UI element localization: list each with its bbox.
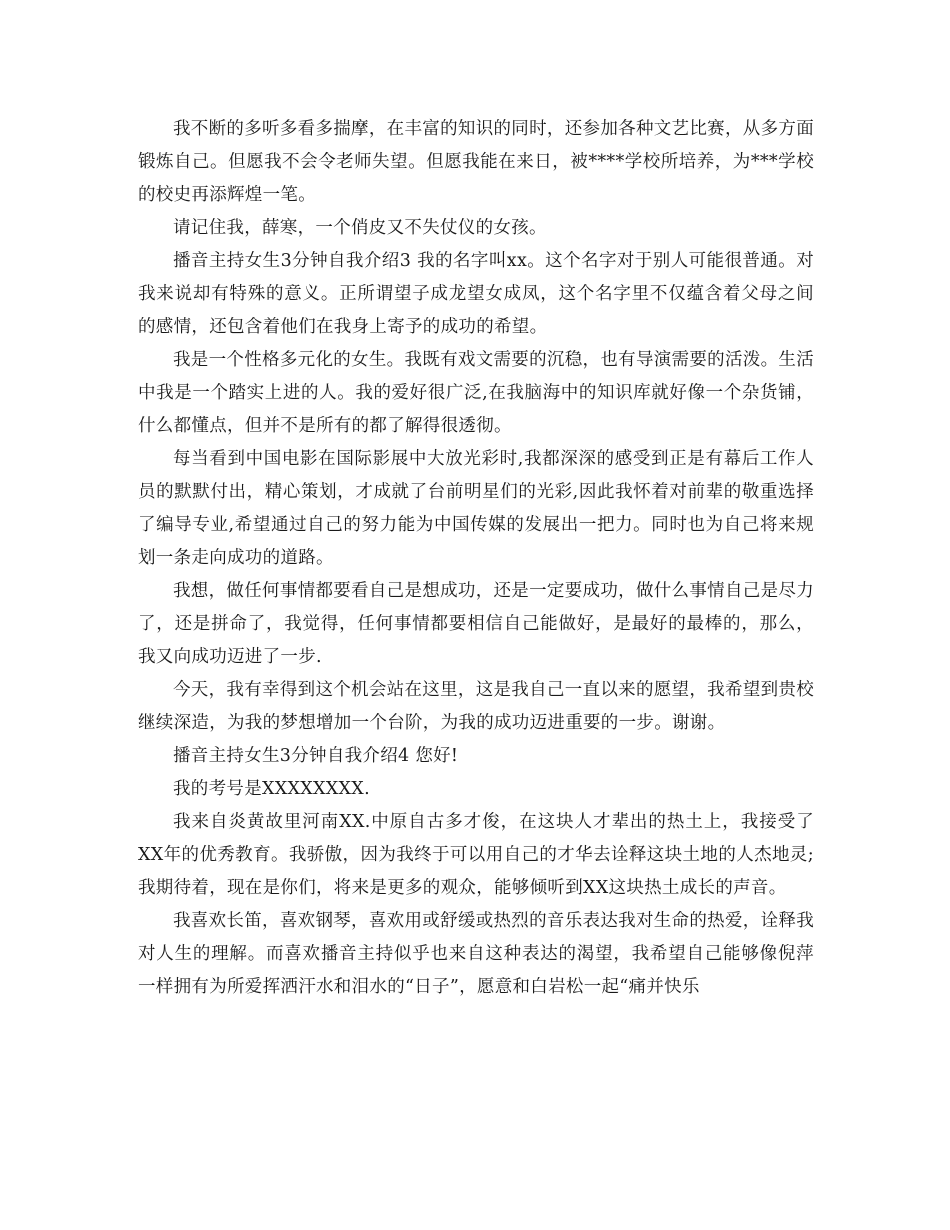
paragraph: 我来自炎黄故里河南XX.中原自古多才俊，在这块人才辈出的热土上，我接受了XX年的优秀教育。我骄傲，因为我终于可以用自己的才华去诠释这块土地的人杰地灵;我期待着，现在是你们，将来是更多的观众，能够倾听到XX这块热土成长的声音。 <box>138 812 814 898</box>
paragraph: 播音主持女生3分钟自我介绍3 我的名字叫xx。这个名字对于别人可能很普通。对我来说却有特殊的意义。正所谓望子成龙望女成凤，这个名字里不仅蕴含着父母之间的感情，还包含着他们在我身上寄予的成功的希望。 <box>138 251 814 337</box>
paragraph: 我喜欢长笛，喜欢钢琴，喜欢用或舒缓或热烈的音乐表达我对生命的热爱，诠释我对人生的理解。而喜欢播音主持似乎也来自这种表达的渴望，我希望自己能够像倪萍一样拥有为所爱挥洒汗水和泪水的“日子”，愿意和白岩松一起“痛并快乐 <box>138 911 814 997</box>
paragraph: 每当看到中国电影在国际影展中大放光彩时,我都深深的感受到正是有幕后工作人员的默默付出，精心策划，才成就了台前明星们的光彩,因此我怀着对前辈的敬重选择了编导专业,希望通过自己的努力能为中国传媒的发展出一把力。同时也为自己将来规划一条走向成功的道路。 <box>138 449 814 568</box>
paragraph: 我想，做任何事情都要看自己是想成功，还是一定要成功，做什么事情自己是尽力了，还是拼命了，我觉得，任何事情都要相信自己能做好，是最好的最棒的，那么，我又向成功迈进了一步. <box>138 581 814 667</box>
paragraph: 今天，我有幸得到这个机会站在这里，这是我自己一直以来的愿望，我希望到贵校继续深造，为我的梦想增加一个台阶，为我的成功迈进重要的一步。谢谢。 <box>138 680 814 733</box>
paragraph: 请记住我，薛寒，一个俏皮又不失仗仪的女孩。 <box>173 218 547 238</box>
paragraph: 播音主持女生3分钟自我介绍4 您好! <box>173 746 459 766</box>
paragraph: 我不断的多听多看多揣摩，在丰富的知识的同时，还参加各种文艺比赛，从多方面锻炼自己。但愿我不会令老师失望。但愿我能在来日，被****学校所培养，为***学校的校史再添辉煌一笔。 <box>138 119 815 205</box>
document-body <box>138 113 814 1004</box>
paragraph: 我的考号是XXXXXXXX. <box>173 779 370 799</box>
paragraph: 我是一个性格多元化的女生。我既有戏文需要的沉稳，也有导演需要的活泼。生活中我是一个踏实上进的人。我的爱好很广泛,在我脑海中的知识库就好像一个杂货铺，什么都懂点，但并不是所有的都了解得很透彻。 <box>138 350 814 436</box>
